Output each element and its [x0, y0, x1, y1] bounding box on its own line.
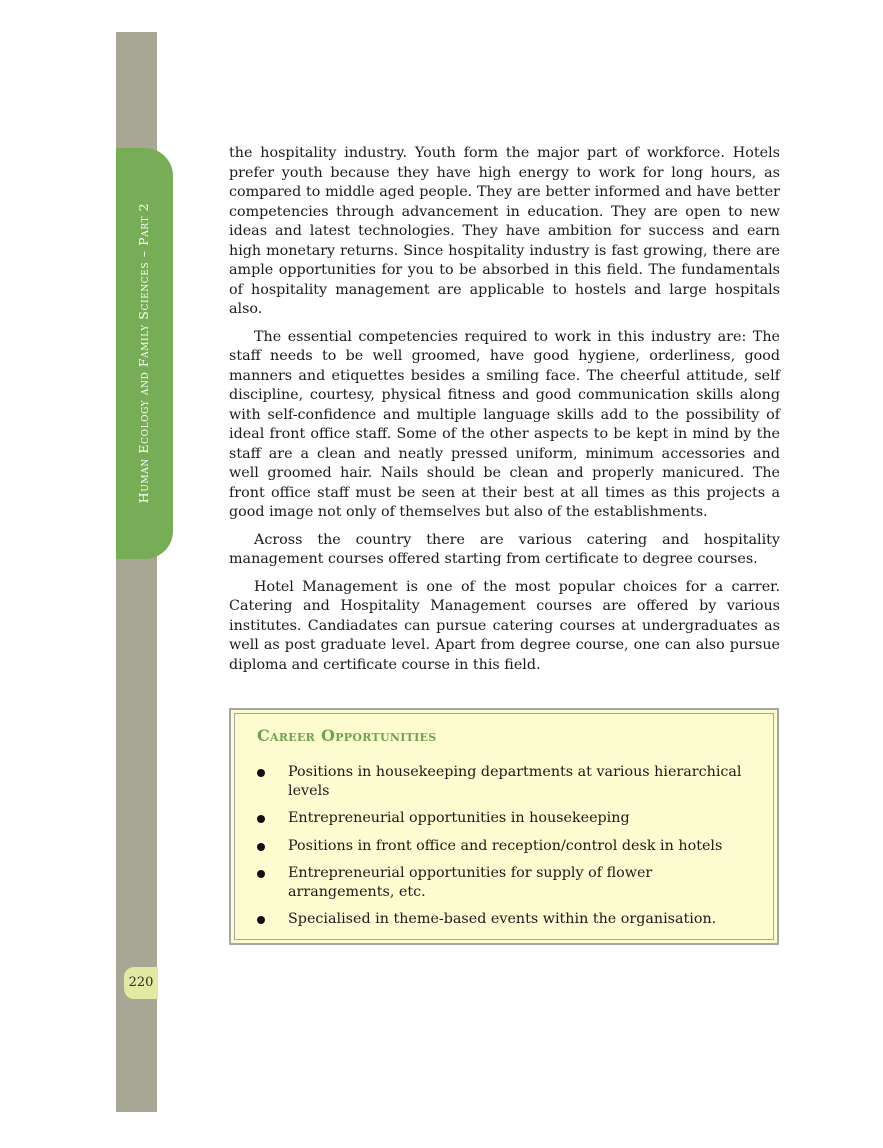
- list-item: [257, 910, 753, 929]
- bullet-icon: [257, 769, 265, 777]
- list-item-text: Positions in front office and reception/control desk in hotels: [288, 837, 723, 854]
- bullet-icon: [257, 870, 265, 878]
- list-item: [257, 864, 753, 901]
- bullet-icon: [257, 815, 265, 823]
- paragraph: The essential competencies required to work in this industry are: The staff needs to be well groomed, have good hygiene, orderliness, good manners and etiquettes besides a smiling face. The cheerful attitude, self discipline, courtesy, physical fitness and good communication skills along with self-confidence and multiple language skills add to the possibility of ideal front office staff. Some of the other aspects to be kept in mind by the staff are a clean and neatly pressed uniform, minimum accessories and well groomed hair. Nails should be clean and properly manicured. The front office staff must be seen at their best at all times as this projects a good image not only of themselves but also of the establishments.: [229, 328, 780, 520]
- paragraph: Across the country there are various catering and hospitality management courses offered starting from certificate to degree courses.: [229, 531, 780, 567]
- career-box-title: Career Opportunities: [257, 726, 437, 745]
- list-item-text: Entrepreneurial opportunities in housekeeping: [288, 810, 630, 826]
- bullet-icon: [257, 843, 265, 851]
- list-item-text: Entrepreneurial opportunities for supply of flower arrangements, etc.: [288, 865, 653, 900]
- list-item-text: Positions in housekeeping departments at various hierarchical levels: [288, 764, 742, 799]
- career-box-inner: [234, 713, 774, 940]
- list-item-text: Specialised in theme-based events within the organisation.: [288, 911, 717, 927]
- page-number: 220: [124, 967, 158, 999]
- career-opportunities-box: [229, 708, 779, 945]
- career-list: [257, 763, 753, 929]
- list-item: [257, 837, 753, 856]
- main-text: [229, 144, 780, 683]
- book-title: Human Ecology and Family Sciences – Part 2: [136, 202, 151, 504]
- paragraph: the hospitality industry. Youth form the major part of workforce. Hotels prefer youth because they have high energy to work for long hours, as compared to middle aged people. They are better informed and have better competencies through advancement in education. They are open to new ideas and latest technologies. They have ambition for success and earn high monetary returns. Since hospitality industry is fast growing, there are ample opportunities for you to be absorbed in this field. The fundamentals of hospitality management are applicable to hostels and large hospitals also.: [229, 145, 780, 317]
- list-item: [257, 763, 753, 800]
- paragraph: Hotel Management is one of the most popular choices for a carrer. Catering and Hospitality Management courses are offered by various institutes. Candiadates can pursue catering courses at undergraduates as well as post graduate level. Apart from degree course, one can also pursue diploma and certificate course in this field.: [229, 578, 780, 673]
- bullet-icon: [257, 916, 265, 924]
- list-item: [257, 809, 753, 828]
